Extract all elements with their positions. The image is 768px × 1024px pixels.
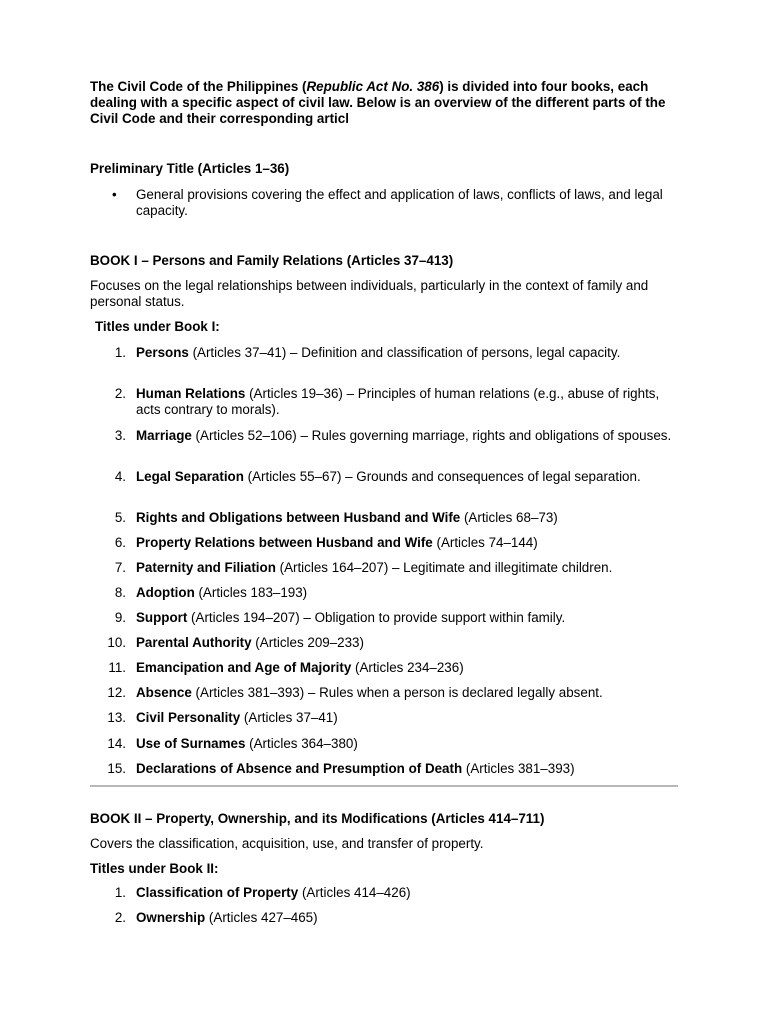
list-item: [136, 610, 681, 626]
list-item: [136, 710, 681, 726]
list-item: [136, 428, 681, 444]
list-item-title: Support: [136, 610, 188, 625]
list-item-title: Classification of Property: [136, 885, 299, 900]
list-item: [136, 560, 681, 576]
list-item-detail: (Articles 37–41) – Definition and classification of persons, legal capacity.: [188, 345, 621, 360]
preliminary-title-heading: Preliminary Title (Articles 1–36): [90, 161, 290, 176]
list-item-detail: (Articles 209–233): [251, 635, 364, 650]
list-item-number: 15.: [107, 761, 126, 776]
list-item-title: Adoption: [136, 585, 195, 600]
list-item: [136, 635, 681, 651]
list-item-number: 2.: [114, 386, 126, 401]
intro-text-start: The Civil Code of the Philippines (: [90, 79, 307, 94]
intro-paragraph: [90, 79, 690, 127]
book1-heading: BOOK I – Persons and Family Relations (Articles 37–413): [90, 253, 454, 268]
list-item-number: 9.: [114, 610, 126, 625]
book1-titles-label: Titles under Book I:: [95, 319, 220, 334]
list-item-title: Emancipation and Age of Majority: [136, 660, 352, 675]
list-item-title: Marriage: [136, 428, 192, 443]
list-item: [136, 510, 681, 526]
list-item-number: 3.: [114, 428, 126, 443]
list-item-detail: (Articles 381–393) – Rules when a person is declared legally absent.: [191, 685, 603, 700]
list-item-title: Rights and Obligations between Husband and Wife: [136, 510, 461, 525]
list-item-number: 4.: [114, 469, 126, 484]
list-item-title: Parental Authority: [136, 635, 252, 650]
list-item: [136, 585, 681, 601]
list-item: [136, 535, 681, 551]
republic-act-reference: Republic Act No. 386: [306, 79, 440, 94]
list-item-detail: (Articles 37–41): [240, 710, 338, 725]
list-item-title: Use of Surnames: [136, 736, 246, 751]
book1-description: Focuses on the legal relationships between individuals, particularly in the context of family and personal status.: [90, 278, 649, 309]
list-item: [136, 885, 681, 901]
list-item-number: 7.: [114, 560, 126, 575]
list-item-title: Civil Personality: [136, 710, 241, 725]
intro-text-end: ) is divided into four books, each dealing with a specific aspect of civil law. Below is an overview of the different parts of the Civil Code and their corresponding articl: [90, 79, 666, 126]
list-item-title: Declarations of Absence and Presumption of Death: [136, 761, 463, 776]
book2-description: Covers the classification, acquisition, use, and transfer of property.: [90, 836, 484, 851]
list-item-title: Paternity and Filiation: [136, 560, 276, 575]
preliminary-bullet-text: General provisions covering the effect and application of laws, conflicts of laws, and legal capacity.: [136, 187, 663, 218]
section-divider: [90, 785, 678, 787]
list-item-detail: (Articles 68–73): [460, 510, 558, 525]
list-item: [136, 345, 681, 361]
list-item-detail: (Articles 234–236): [351, 660, 464, 675]
list-item-number: 1.: [114, 885, 126, 900]
list-item-number: 14.: [107, 736, 126, 751]
list-item-detail: (Articles 194–207) – Obligation to provide support within family.: [187, 610, 566, 625]
list-item: [136, 660, 681, 676]
list-item-number: 10.: [107, 635, 126, 650]
bullet-marker: •: [112, 187, 117, 202]
book2-heading: BOOK II – Property, Ownership, and its Modifications (Articles 414–711): [90, 811, 545, 826]
list-item-detail: (Articles 381–393): [462, 761, 575, 776]
book2-titles-label: Titles under Book II:: [90, 861, 219, 876]
list-item-number: 1.: [114, 345, 126, 360]
list-item-title: Persons: [136, 345, 189, 360]
list-item: [136, 469, 681, 485]
list-item-detail: (Articles 74–144): [432, 535, 538, 550]
list-item-title: Human Relations: [136, 386, 246, 401]
list-item-detail: (Articles 52–106) – Rules governing marriage, rights and obligations of spouses.: [191, 428, 672, 443]
list-item-number: 8.: [114, 585, 126, 600]
list-item-title: Ownership: [136, 910, 206, 925]
list-item-detail: (Articles 364–380): [245, 736, 358, 751]
list-item-number: 13.: [107, 710, 126, 725]
list-item-number: 2.: [114, 910, 126, 925]
list-item: [136, 736, 681, 752]
list-item-detail: (Articles 55–67) – Grounds and consequences of legal separation.: [243, 469, 641, 484]
list-item-title: Property Relations between Husband and Wife: [136, 535, 433, 550]
list-item-title: Absence: [136, 685, 192, 700]
list-item-number: 12.: [107, 685, 126, 700]
list-item: [136, 761, 681, 777]
list-item-detail: (Articles 427–465): [205, 910, 318, 925]
list-item: [136, 685, 681, 701]
list-item-number: 6.: [114, 535, 126, 550]
list-item-number: 5.: [114, 510, 126, 525]
list-item: [136, 910, 681, 926]
list-item-number: 11.: [108, 660, 126, 675]
list-item: [136, 386, 681, 418]
list-item-detail: (Articles 183–193): [194, 585, 308, 600]
list-item-detail: (Articles 164–207) – Legitimate and illegitimate children.: [275, 560, 613, 575]
list-item-detail: (Articles 19–36) – Principles of human relations (e.g., abuse of rights, acts contrary to morals).: [136, 386, 660, 417]
list-item-title: Legal Separation: [136, 469, 244, 484]
list-item-detail: (Articles 414–426): [298, 885, 411, 900]
